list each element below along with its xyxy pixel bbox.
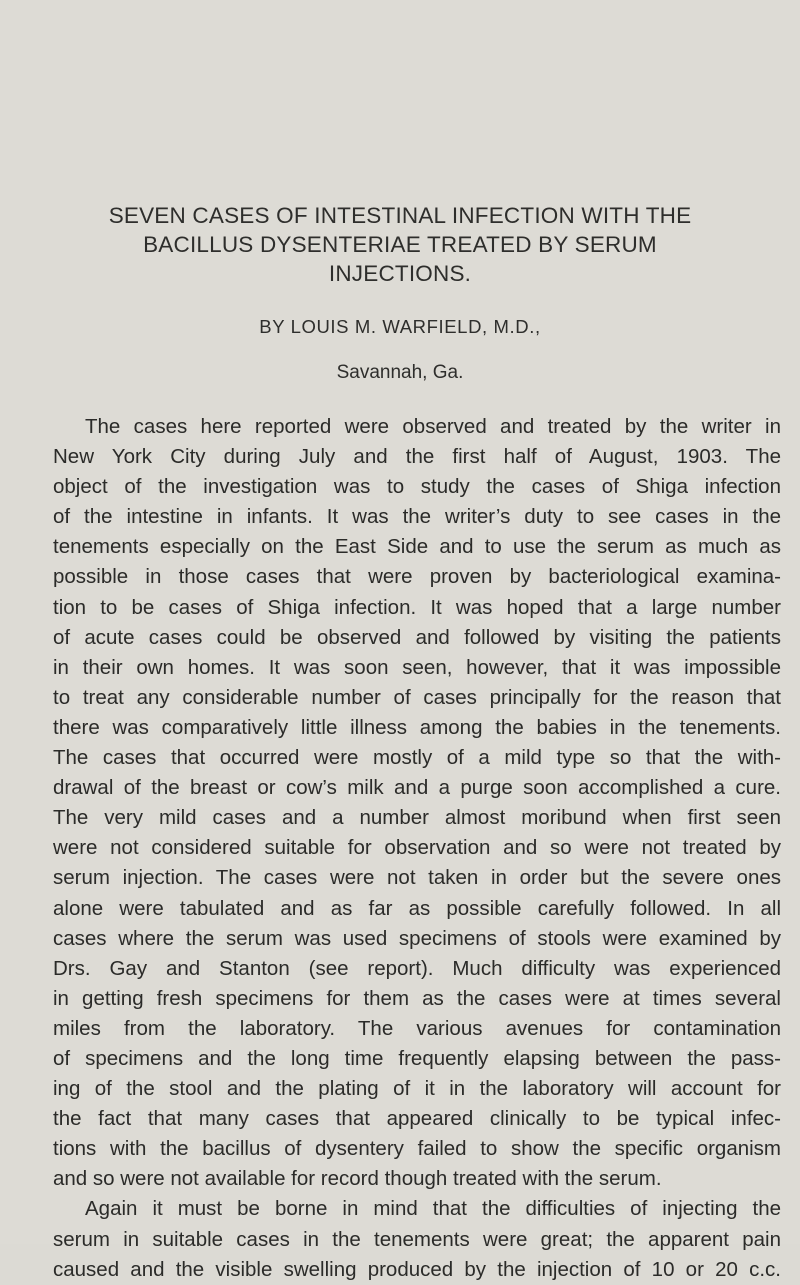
- body-line: and so were not available for record though treated with the serum.: [53, 1167, 662, 1191]
- body-line: serum in suitable cases in the tenements were great; the apparent pain: [53, 1227, 781, 1251]
- author-location: Savannah, Ga.: [336, 362, 464, 383]
- body-line: miles from the laboratory. The various avenues for contamination: [53, 1016, 781, 1040]
- body-line: of the intestine in infants. It was the writer’s duty to see cases in the: [53, 505, 781, 529]
- body-line: drawal of the breast or cow’s milk and a purge soon accomplished a cure.: [53, 776, 781, 800]
- body-line: The cases that occurred were mostly of a mild type so that the with-: [53, 746, 781, 770]
- body-line: tions with the bacillus of dysentery failed to show the specific organism: [53, 1137, 781, 1161]
- body-line: there was comparatively little illness among the babies in the tenements.: [53, 715, 781, 739]
- author-byline: BY LOUIS M. WARFIELD, M.D.,: [259, 316, 541, 337]
- body-line: cases where the serum was used specimens of stools were examined by: [53, 926, 781, 950]
- body-line: the fact that many cases that appeared clinically to be typical infec-: [53, 1107, 781, 1131]
- body-line: ing of the stool and the plating of it in the laboratory will account for: [53, 1077, 781, 1101]
- body-line: tion to be cases of Shiga infection. It was hoped that a large number: [53, 595, 781, 619]
- body-line: Again it must be borne in mind that the difficulties of injecting the: [85, 1197, 781, 1221]
- body-line: serum injection. The cases were not taken in order but the severe ones: [53, 866, 781, 890]
- body-line: tenements especially on the East Side and to use the serum as much as: [53, 535, 781, 559]
- body-line: The cases here reported were observed and treated by the writer in: [85, 415, 781, 438]
- article-body: [53, 412, 781, 1285]
- title-line-1: SEVEN CASES OF INTESTINAL INFECTION WITH THE: [108, 203, 692, 228]
- body-line: possible in those cases that were proven by bacteriological examina-: [53, 565, 781, 589]
- body-line: in getting fresh specimens for them as the cases were at times several: [53, 986, 781, 1010]
- title-line-2: BACILLUS DYSENTERIAE TREATED BY SERUM: [143, 232, 657, 257]
- body-line: caused and the visible swelling produced by the injection of 10 or 20 c.c.: [53, 1257, 781, 1281]
- body-line: object of the investigation was to study the cases of Shiga infection: [53, 475, 781, 499]
- body-line: New York City during July and the first half of August, 1903. The: [53, 445, 781, 469]
- body-line: were not considered suitable for observation and so were not treated by: [53, 836, 781, 860]
- body-line: The very mild cases and a number almost moribund when first seen: [53, 806, 781, 830]
- body-line: alone were tabulated and as far as possible carefully followed. In all: [53, 896, 781, 920]
- body-line: of specimens and the long time frequently elapsing between the pass-: [53, 1046, 781, 1070]
- article-title: [0, 201, 800, 288]
- body-line: in their own homes. It was soon seen, however, that it was impossible: [53, 655, 781, 679]
- title-line-3: INJECTIONS.: [328, 261, 472, 286]
- body-line: to treat any considerable number of cases principally for the reason that: [53, 685, 781, 709]
- body-line: Drs. Gay and Stanton (see report). Much difficulty was experienced: [53, 956, 781, 980]
- body-line: of acute cases could be observed and followed by visiting the patients: [53, 625, 781, 649]
